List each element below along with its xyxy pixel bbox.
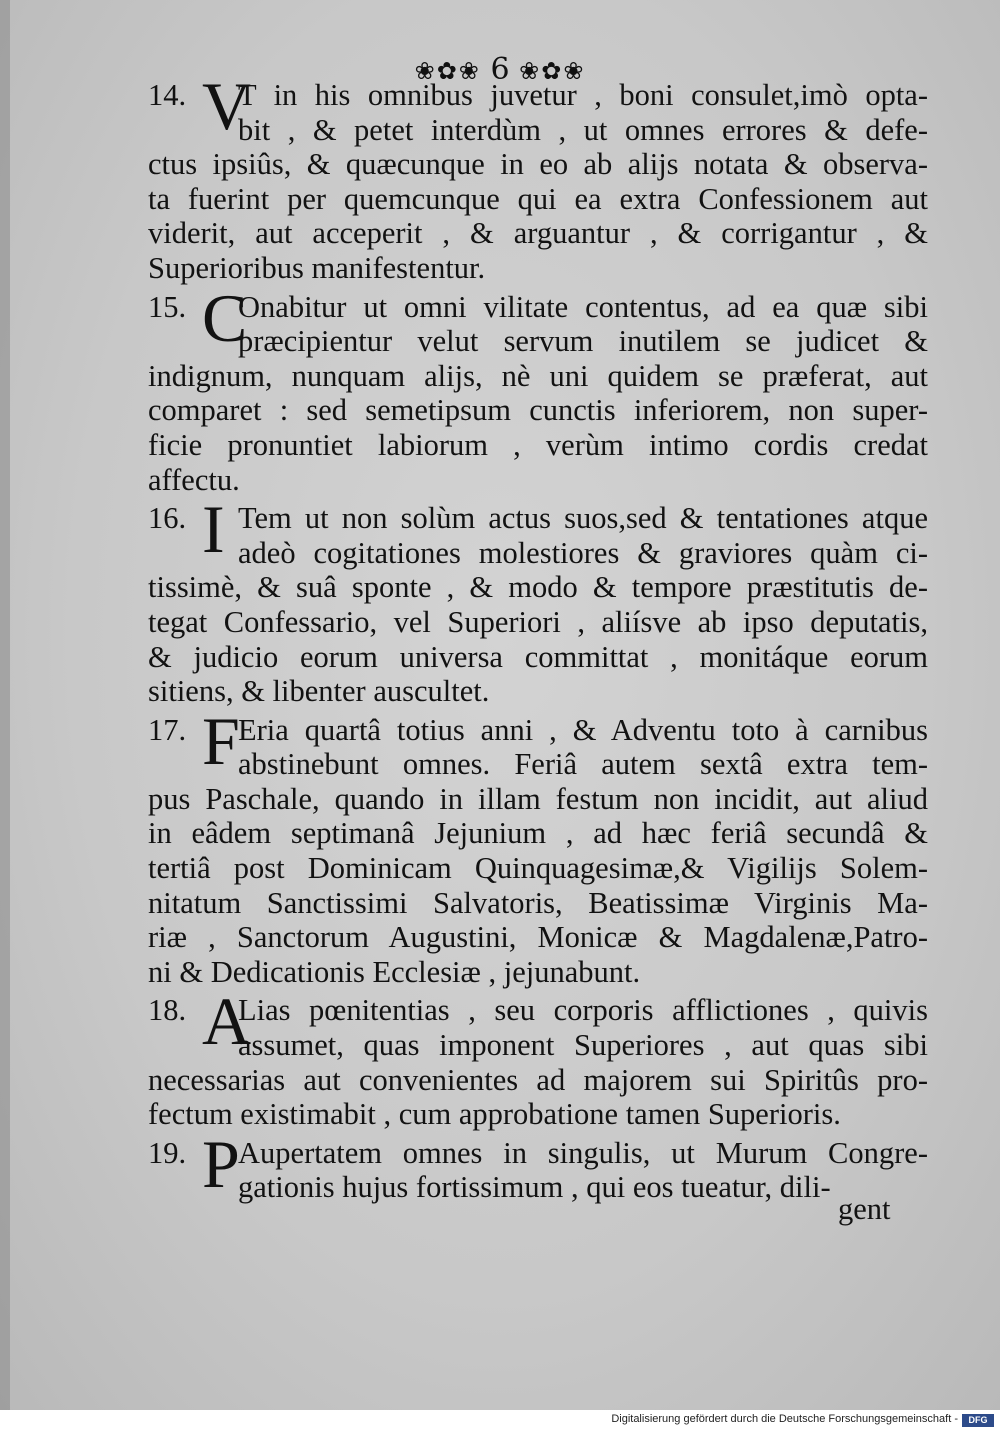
initial-letter: V — [202, 68, 252, 144]
initial-letter: A — [202, 983, 252, 1060]
text-line: tissimè, & suâ sponte , & modo & tempore præstitutis de- — [148, 570, 928, 605]
footer-credit: Digitalisierung gefördert durch die Deutsche Forschungsgemeinschaft - — [611, 1413, 958, 1425]
paragraph-number: 16. — [148, 501, 187, 536]
initial-letter: I — [202, 491, 225, 568]
paragraph — [148, 491, 928, 709]
paragraph — [148, 279, 928, 498]
text-line: ta fuerint per quemcunque qui ea extra Confessionem aut — [148, 181, 928, 216]
text-line: ctus ipsiûs, & quæcunque in eo ab alijs notata & observa- — [148, 147, 928, 182]
text-line: in eâdem septimanâ Jejunium , ad hæc feriâ secundâ & — [148, 816, 928, 851]
initial-letter: C — [202, 279, 248, 356]
text-line: bit , & petet interdùm , ut omnes errores & defe- — [238, 112, 928, 147]
text-line: necessarias aut convenientes ad majorem sui Spiritûs pro- — [148, 1062, 928, 1097]
footer-bar — [0, 1411, 1000, 1431]
text-line: viderit, aut acceperit , & arguantur , & corrigantur , & — [148, 216, 928, 251]
text-line: Lias pœnitentias , seu corporis afflictiones , quivis — [238, 993, 928, 1028]
text-line: indignum, nunquam alijs, nè uni quidem se præferat, aut — [148, 358, 928, 393]
page-number: 6 — [490, 52, 510, 87]
text-line: Superioribus manifestentur. — [148, 250, 486, 285]
page-edge-shadow — [0, 0, 10, 1410]
paragraph-number: 17. — [148, 712, 187, 747]
paragraph-number: 19. — [148, 1135, 187, 1170]
text-line: comparet : sed semetipsum cunctis inferiorem, non super- — [148, 393, 928, 428]
paragraph — [148, 702, 928, 990]
text-line: fectum existimabit , cum approbatione tamen Superioris. — [148, 1097, 841, 1132]
text-line: adeò cogitationes molestiores & graviores quàm ci- — [238, 535, 928, 570]
text-line: abstinebunt omnes. Feriâ autem sextâ extra tem- — [238, 747, 928, 782]
catchword: gent — [838, 1192, 891, 1226]
text-line: & judicio eorum universa committat , monitáque eorum — [148, 639, 928, 674]
text-line: T in his omnibus juvetur , boni consulet,imò opta- — [238, 78, 928, 112]
initial-letter: F — [202, 702, 240, 779]
text-line: ficie pronuntiet labiorum , verùm intimo cordis credat — [148, 427, 928, 462]
text-line: assumet, quas imponent Superiores , aut quas sibi — [238, 1028, 928, 1063]
paragraph-number: 15. — [148, 289, 187, 324]
text-line: sitiens, & libenter auscultet. — [148, 674, 490, 709]
initial-letter: P — [202, 1125, 240, 1202]
paragraph — [148, 983, 928, 1132]
text-line: gationis hujus fortissimum , qui eos tueatur, dili- — [238, 1170, 831, 1205]
text-line: Aupertatem omnes in singulis, ut Murum Congre- — [238, 1135, 928, 1170]
text-line: nitatum Sanctissimi Salvatoris, Beatissimæ Virginis Ma- — [148, 885, 928, 920]
dfg-logo-icon: DFG — [962, 1414, 994, 1427]
text-line: tegat Confessario, vel Superiori , aliísve ab ipso deputatis, — [148, 604, 928, 639]
text-line: affectu. — [148, 462, 240, 497]
text-line: pus Paschale, quando in illam festum non incidit, aut aliud — [148, 781, 928, 816]
paragraph — [148, 68, 928, 286]
text-line: Eria quartâ totius anni , & Adventu toto à carnibus — [238, 712, 928, 747]
ornament-left-icon: ❀✿❀ — [414, 57, 481, 85]
paragraph-number: 18. — [148, 993, 187, 1028]
text-line: ni & Dedicationis Ecclesiæ , jejunabunt. — [148, 954, 641, 989]
text-line: præcipientur velut servum inutilem se judicet & — [238, 324, 928, 359]
text-line: tertiâ post Dominicam Quinquagesimæ,& Vigilijs Solem- — [148, 851, 928, 886]
paragraph-number: 14. — [148, 78, 187, 112]
body-text — [148, 68, 928, 1209]
text-line: riæ , Sanctorum Augustini, Monicæ & Magdalenæ,Patro- — [148, 920, 928, 955]
text-line: Tem ut non solùm actus suos,sed & tentationes atque — [238, 501, 928, 536]
paragraph — [148, 1125, 928, 1205]
text-line: Onabitur ut omni vilitate contentus, ad ea quæ sibi — [238, 289, 928, 324]
ornament-right-icon: ❀✿❀ — [519, 57, 586, 85]
